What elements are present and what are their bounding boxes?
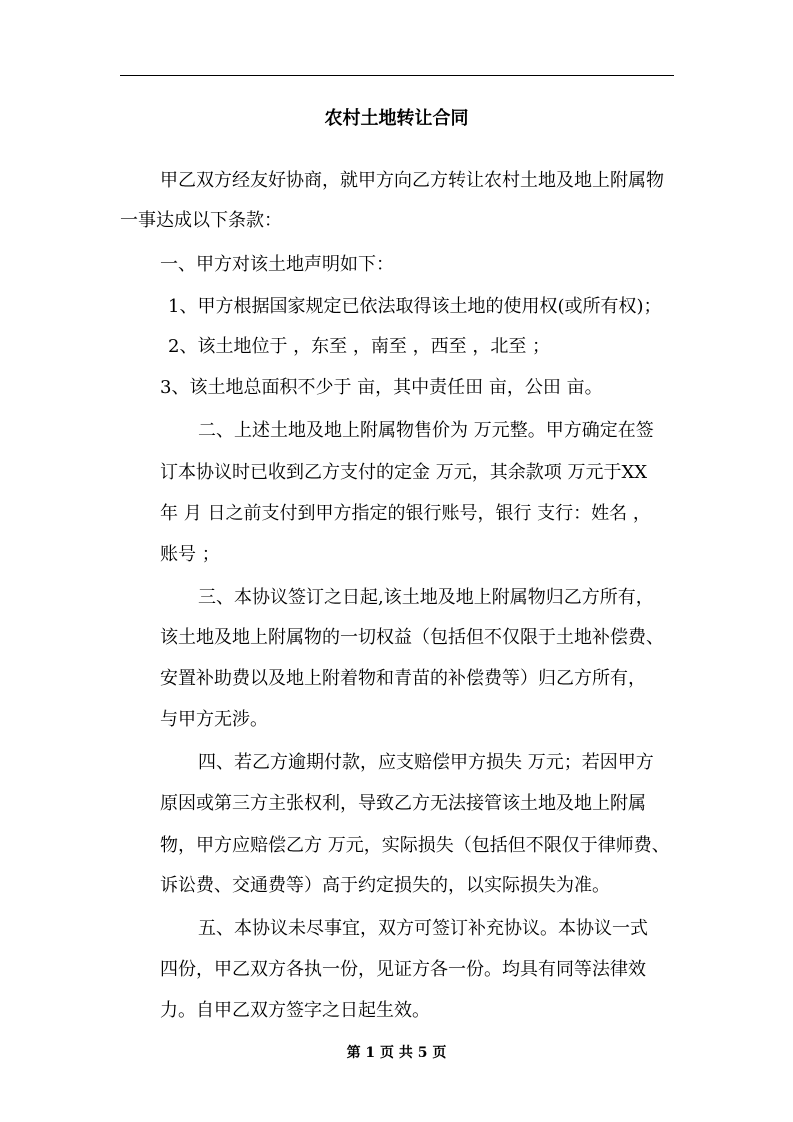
section4-line-2: 原因或第三方主张权利，导致乙方无法接管该土地及地上附属 <box>160 793 646 814</box>
section2-line-4: 账号 ； <box>160 544 220 565</box>
section2-line-1: 二、上述土地及地上附属物售价为 万元整。甲方确定在签 <box>198 420 654 441</box>
section2-line-3: 年 月 日之前支付到甲方指定的银行账号，银行 支行：姓名 ， <box>160 503 651 524</box>
section5-line-2: 四份，甲乙双方各执一份，见证方各一份。均具有同等法律效 <box>160 959 646 980</box>
section1-heading: 一、甲方对该土地声明如下： <box>160 254 394 275</box>
section5-line-1: 五、本协议未尽事宜，双方可签订补充协议。本协议一式 <box>198 918 648 939</box>
section2-line-2: 订本协议时已收到乙方支付的定金 万元，其余款项 万元于XX <box>160 462 648 483</box>
section5-line-3: 力。自甲乙双方签字之日起生效。 <box>160 1000 430 1021</box>
section1-item-3: 3、该土地总面积不少于 亩，其中责任田 亩，公田 亩。 <box>160 377 603 398</box>
section3-line-3: 安置补助费以及地上附着物和青苗的补偿费等）归乙方所有， <box>160 668 646 689</box>
section4-line-3: 物，甲方应赔偿乙方 万元，实际损失（包括但不限仅于律师费、 <box>160 835 670 856</box>
page-number-footer: 第 1 页 共 5 页 <box>346 1045 447 1061</box>
section1-item-2: 2、该土地位于 ，东至 ，南至 ，西至 ，北至 ； <box>168 336 551 357</box>
section1-item-1: 1、甲方根据国家规定已依法取得该土地的使用权(或所有权)； <box>168 296 662 317</box>
section3-line-4: 与甲方无涉。 <box>160 709 268 730</box>
section3-line-2: 该土地及地上附属物的一切权益（包括但不仅限于土地补偿费、 <box>160 627 664 648</box>
header-rule <box>120 75 674 76</box>
section4-line-1: 四、若乙方逾期付款，应支赔偿甲方损失 万元；若因甲方 <box>198 752 654 773</box>
section3-line-1: 三、本协议签订之日起,该土地及地上附属物归乙方所有， <box>198 587 654 608</box>
document-title: 农村土地转让合同 <box>324 108 469 129</box>
intro-line-2: 一事达成以下条款： <box>120 210 282 231</box>
section4-line-4: 诉讼费、交通费等）高于约定损失的，以实际损失为准。 <box>160 875 610 896</box>
intro-line-1: 甲乙双方经友好协商，就甲方向乙方转让农村土地及地上附属物 <box>160 170 664 191</box>
